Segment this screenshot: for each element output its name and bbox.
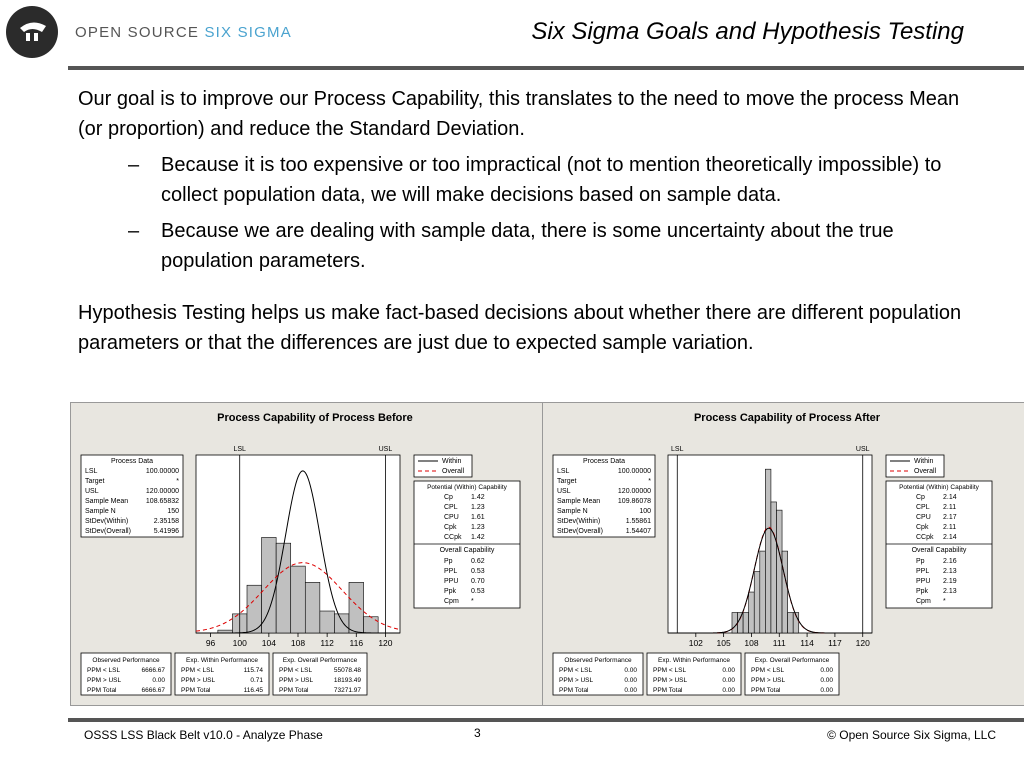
chart-panel-before bbox=[70, 402, 558, 706]
potential-label: CPU bbox=[444, 514, 459, 521]
bullet-text: Because it is too expensive or too impractical (not to mention theoretically impossible) to collect population data, we will make decisions based on sample data. bbox=[161, 154, 942, 206]
potential-value: 1.61 bbox=[471, 514, 485, 521]
potential-label: CCpk bbox=[916, 534, 934, 541]
overall-label: PPL bbox=[444, 568, 458, 575]
potential-label: Cp bbox=[916, 494, 925, 501]
overall-label: Ppk bbox=[916, 588, 929, 595]
x-tick-label: 117 bbox=[828, 638, 842, 648]
performance-label: PPM Total bbox=[181, 687, 211, 694]
performance-label: PPM Total bbox=[559, 687, 589, 694]
histogram-bar bbox=[291, 566, 306, 633]
histogram-bar bbox=[788, 613, 794, 633]
x-tick-label: 108 bbox=[744, 638, 759, 648]
potential-value: 1.42 bbox=[471, 494, 485, 501]
performance-title: Exp. Overall Performance bbox=[754, 657, 830, 664]
performance-value: 115.74 bbox=[243, 667, 263, 674]
process-data-label: Target bbox=[85, 478, 105, 485]
performance-label: PPM Total bbox=[751, 687, 781, 694]
histogram-bar bbox=[732, 613, 738, 633]
histogram-bar bbox=[364, 617, 379, 633]
brand-six: SIX SIGMA bbox=[204, 24, 292, 41]
performance-value: 18193.49 bbox=[333, 677, 361, 684]
x-tick-label: 108 bbox=[290, 638, 306, 648]
histogram-bar bbox=[305, 582, 320, 633]
x-tick-label: 100 bbox=[232, 638, 247, 648]
process-data-value: 1.55861 bbox=[625, 518, 651, 525]
process-data-value: 109.86078 bbox=[617, 498, 651, 505]
process-data-label: USL bbox=[557, 488, 571, 495]
performance-value: 73271.97 bbox=[333, 687, 361, 694]
brand-name bbox=[75, 24, 292, 41]
performance-value: 116.45 bbox=[243, 687, 263, 694]
process-data-value: 100.00000 bbox=[145, 468, 179, 475]
potential-value: 2.14 bbox=[943, 534, 957, 541]
potential-label: CPL bbox=[444, 504, 458, 511]
legend-overall-label: Overall bbox=[442, 468, 465, 475]
process-data-value: 1.54407 bbox=[625, 528, 651, 535]
potential-value: 2.11 bbox=[943, 524, 957, 531]
process-data-label: StDev(Overall) bbox=[557, 528, 603, 535]
overall-label: Ppk bbox=[444, 588, 457, 595]
performance-label: PPM < LSL bbox=[181, 667, 215, 674]
process-data-title: Process Data bbox=[110, 458, 154, 465]
performance-value: 0.00 bbox=[624, 677, 637, 684]
potential-label: CCpk bbox=[444, 534, 462, 541]
process-data-label: Sample Mean bbox=[85, 498, 129, 505]
process-data-value: 2.35158 bbox=[153, 518, 179, 525]
overall-label: Cpm bbox=[444, 598, 459, 605]
histogram-bar bbox=[749, 592, 755, 633]
x-tick-label: 96 bbox=[205, 638, 216, 648]
performance-label: PPM < LSL bbox=[87, 667, 121, 674]
potential-label: Cp bbox=[444, 494, 453, 501]
usl-label: USL bbox=[855, 446, 870, 453]
process-data-label: USL bbox=[85, 488, 99, 495]
brand-open: OPEN SOURCE bbox=[75, 24, 200, 41]
performance-value: 6666.67 bbox=[141, 667, 165, 674]
process-data-title: Process Data bbox=[582, 458, 626, 465]
performance-title: Exp. Within Performance bbox=[658, 657, 730, 664]
bullet-dash: – bbox=[128, 154, 140, 176]
process-data-label: Target bbox=[557, 478, 577, 485]
performance-title: Observed Performance bbox=[564, 657, 632, 664]
histogram-bar bbox=[765, 469, 771, 633]
overall-value: 0.70 bbox=[471, 578, 485, 585]
performance-value: 0.00 bbox=[722, 687, 735, 694]
process-data-value: 120.00000 bbox=[145, 488, 179, 495]
histogram-bar bbox=[776, 510, 782, 633]
legend-overall-label: Overall bbox=[914, 468, 937, 475]
overall-label: PPL bbox=[916, 568, 930, 575]
overall-value: 2.16 bbox=[943, 558, 957, 565]
process-data-value: 100 bbox=[639, 508, 651, 515]
potential-value: 2.17 bbox=[943, 514, 957, 521]
process-data-value: * bbox=[176, 478, 179, 485]
overall-label: Pp bbox=[444, 558, 453, 565]
page-number: 3 bbox=[474, 726, 481, 740]
process-data-label: StDev(Within) bbox=[557, 518, 601, 525]
overall-value: 2.13 bbox=[943, 588, 957, 595]
histogram-bar bbox=[262, 537, 277, 633]
overall-value: 0.53 bbox=[471, 568, 485, 575]
chart-title: Process Capability of Process Before bbox=[217, 412, 413, 424]
performance-label: PPM < LSL bbox=[751, 667, 785, 674]
overall-value: 2.19 bbox=[943, 578, 957, 585]
overall-label: PPU bbox=[916, 578, 931, 585]
performance-title: Exp. Within Performance bbox=[186, 657, 258, 664]
performance-title: Exp. Overall Performance bbox=[282, 657, 358, 664]
usl-label: USL bbox=[378, 446, 393, 453]
potential-title: Potential (Within) Capability bbox=[427, 484, 507, 491]
performance-value: 0.00 bbox=[820, 667, 833, 674]
top-divider bbox=[68, 66, 1024, 70]
process-data-value: 108.65832 bbox=[145, 498, 179, 505]
process-data-value: * bbox=[648, 478, 651, 485]
overall-label: PPU bbox=[444, 578, 459, 585]
potential-value: 2.11 bbox=[943, 504, 957, 511]
potential-value: 1.23 bbox=[471, 504, 485, 511]
performance-value: 0.00 bbox=[820, 687, 833, 694]
performance-label: PPM > USL bbox=[279, 677, 314, 684]
performance-label: PPM < LSL bbox=[653, 667, 687, 674]
legend-within-label: Within bbox=[914, 458, 934, 465]
histogram-bar bbox=[782, 551, 788, 633]
potential-value: 1.23 bbox=[471, 524, 485, 531]
bottom-divider bbox=[68, 718, 1024, 722]
performance-value: 0.00 bbox=[722, 677, 735, 684]
x-tick-label: 102 bbox=[688, 638, 703, 648]
performance-value: 0.00 bbox=[820, 677, 833, 684]
potential-label: CPU bbox=[916, 514, 931, 521]
potential-label: CPL bbox=[916, 504, 930, 511]
performance-label: PPM > USL bbox=[653, 677, 688, 684]
overall-title: Overall Capability bbox=[439, 547, 495, 554]
potential-value: 1.42 bbox=[471, 534, 485, 541]
bullet-item bbox=[128, 150, 978, 210]
overall-value: * bbox=[471, 598, 474, 605]
histogram-bar bbox=[334, 614, 349, 633]
bullet-item bbox=[128, 216, 978, 276]
overall-label: Cpm bbox=[916, 598, 931, 605]
performance-label: PPM > USL bbox=[559, 677, 594, 684]
bullet-text: Because we are dealing with sample data, there is some uncertainty about the true population parameters. bbox=[161, 220, 894, 272]
paragraph-hypothesis: Hypothesis Testing helps us make fact-based decisions about whether there are different population parameters or that the differences are just due to expected sample variation. bbox=[78, 302, 962, 354]
overall-title: Overall Capability bbox=[911, 547, 967, 554]
performance-label: PPM > USL bbox=[181, 677, 216, 684]
capability-box bbox=[886, 481, 992, 608]
histogram-bar bbox=[754, 572, 760, 633]
slide-title: Six Sigma Goals and Hypothesis Testing bbox=[531, 18, 964, 45]
potential-label: Cpk bbox=[916, 524, 929, 531]
performance-value: 0.71 bbox=[250, 677, 263, 684]
process-data-label: StDev(Overall) bbox=[85, 528, 131, 535]
histogram-bar bbox=[320, 611, 335, 633]
process-data-label: Sample Mean bbox=[557, 498, 601, 505]
performance-value: 0.00 bbox=[624, 687, 637, 694]
histogram-bar bbox=[760, 551, 766, 633]
performance-label: PPM < LSL bbox=[279, 667, 313, 674]
process-data-value: 120.00000 bbox=[617, 488, 651, 495]
potential-title: Potential (Within) Capability bbox=[899, 484, 979, 491]
process-data-value: 100.00000 bbox=[617, 468, 651, 475]
x-tick-label: 104 bbox=[261, 638, 276, 648]
histogram-bar bbox=[771, 502, 777, 633]
performance-label: PPM Total bbox=[653, 687, 683, 694]
performance-value: 0.00 bbox=[152, 677, 165, 684]
performance-label: PPM > USL bbox=[751, 677, 786, 684]
performance-title: Observed Performance bbox=[92, 657, 160, 664]
lsl-label: LSL bbox=[671, 446, 684, 453]
overall-label: Pp bbox=[916, 558, 925, 565]
slide-body bbox=[78, 84, 978, 358]
performance-label: PPM Total bbox=[279, 687, 309, 694]
chart-title: Process Capability of Process After bbox=[693, 412, 881, 424]
process-data-label: StDev(Within) bbox=[85, 518, 129, 525]
capability-box bbox=[414, 481, 520, 608]
performance-label: PPM < LSL bbox=[559, 667, 593, 674]
process-data-label: Sample N bbox=[557, 508, 588, 515]
footer-course: OSSS LSS Black Belt v10.0 - Analyze Phase bbox=[84, 728, 323, 742]
potential-label: Cpk bbox=[444, 524, 457, 531]
x-tick-label: 116 bbox=[349, 638, 364, 648]
histogram-bar bbox=[738, 613, 744, 633]
x-tick-label: 120 bbox=[378, 638, 393, 648]
overall-value: 2.13 bbox=[943, 568, 957, 575]
x-tick-label: 111 bbox=[772, 638, 786, 648]
logo-icon bbox=[6, 6, 58, 58]
legend-within-label: Within bbox=[442, 458, 462, 465]
x-tick-label: 120 bbox=[855, 638, 870, 648]
histogram-bar bbox=[276, 543, 291, 633]
performance-label: PPM > USL bbox=[87, 677, 122, 684]
histogram-bar bbox=[349, 582, 364, 633]
x-tick-label: 105 bbox=[716, 638, 731, 648]
footer-copyright: © Open Source Six Sigma, LLC bbox=[827, 728, 996, 742]
chart-panel-after bbox=[542, 402, 1024, 706]
process-data-label: LSL bbox=[557, 468, 570, 475]
process-data-value: 150 bbox=[167, 508, 179, 515]
overall-value: 0.62 bbox=[471, 558, 485, 565]
bullet-dash: – bbox=[128, 220, 140, 242]
paragraph-goal: Our goal is to improve our Process Capability, this translates to the need to move the process Mean (or proportion) and reduce the Standard Deviation. bbox=[78, 88, 960, 140]
performance-value: 0.00 bbox=[722, 667, 735, 674]
capability-chart bbox=[543, 403, 1024, 707]
overall-value: * bbox=[943, 598, 946, 605]
process-data-label: LSL bbox=[85, 468, 98, 475]
lsl-label: LSL bbox=[233, 446, 246, 453]
potential-value: 2.14 bbox=[943, 494, 957, 501]
performance-value: 0.00 bbox=[624, 667, 637, 674]
process-data-label: Sample N bbox=[85, 508, 116, 515]
x-tick-label: 112 bbox=[320, 638, 334, 648]
x-tick-label: 114 bbox=[800, 638, 814, 648]
capability-chart bbox=[71, 403, 559, 707]
overall-value: 0.53 bbox=[471, 588, 485, 595]
process-data-value: 5.41996 bbox=[153, 528, 179, 535]
performance-value: 6666.67 bbox=[141, 687, 165, 694]
performance-label: PPM Total bbox=[87, 687, 117, 694]
performance-value: 55078.48 bbox=[333, 667, 361, 674]
histogram-bar bbox=[743, 613, 749, 633]
